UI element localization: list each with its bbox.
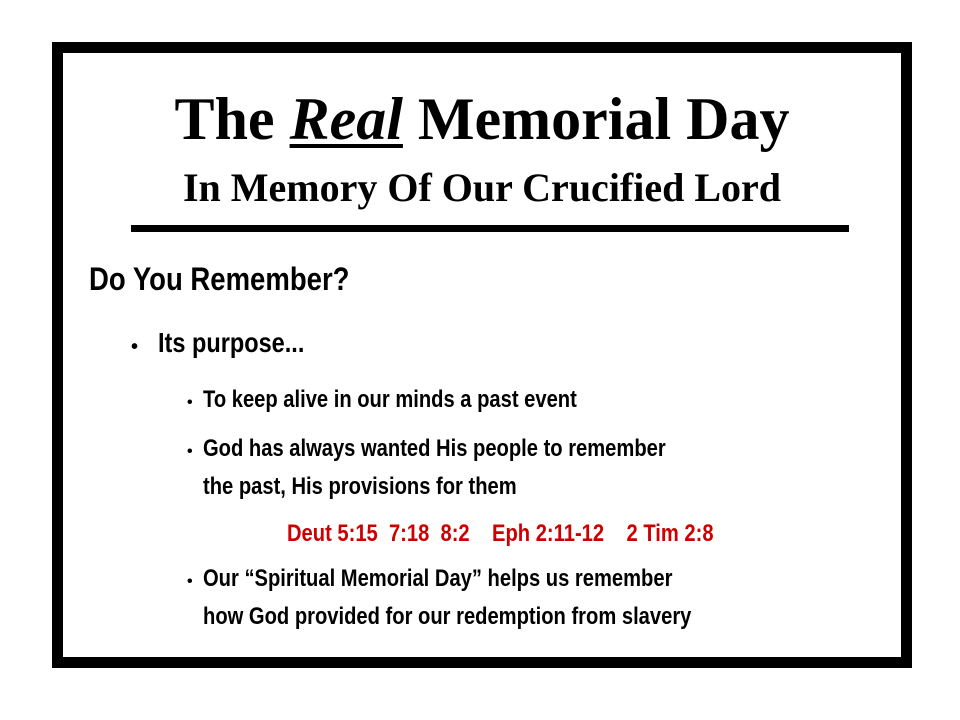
slide-title [63, 87, 901, 151]
point-spiritual-memorial-cont: how God provided for our redemption from slavery [203, 603, 692, 630]
title-emphasis: Real [289, 86, 403, 152]
bullet-marker: • [131, 336, 139, 358]
point-god-wanted: God has always wanted His people to remember [203, 435, 666, 462]
bullet-marker: • [187, 394, 193, 411]
slide-subtitle: In Memory Of Our Crucified Lord [182, 165, 782, 210]
point-spiritual-memorial: Our “Spiritual Memorial Day” helps us remember [203, 565, 673, 592]
point-god-wanted-cont: the past, His provisions for them [203, 473, 517, 500]
scripture-references: Deut 5:15 7:18 8:2 Eph 2:11-12 2 Tim 2:8 [287, 520, 714, 547]
bullet-its-purpose: Its purpose... [158, 327, 305, 358]
section-heading: Do You Remember? [89, 261, 350, 297]
bullet-marker: • [187, 443, 193, 460]
point-keep-alive: To keep alive in our minds a past event [203, 386, 577, 413]
bullet-marker: • [187, 573, 193, 590]
title-divider [131, 225, 849, 232]
title-prefix: The [174, 86, 290, 152]
title-suffix: Memorial Day [402, 86, 790, 152]
slide-frame [52, 42, 912, 668]
